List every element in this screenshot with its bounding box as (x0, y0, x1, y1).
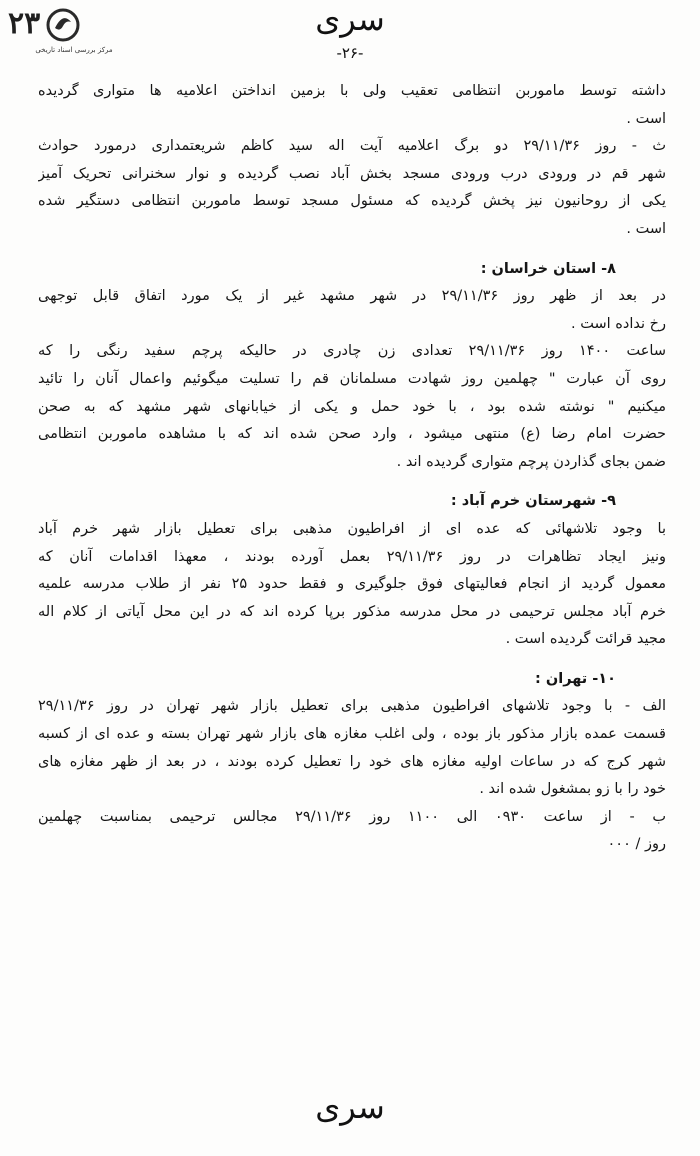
text-line: میکنیم " نوشته شده بود ، با خود حمل و یکی از خیابانهای شهر مشهد که به صحن (38, 398, 666, 415)
text-line: ب - از ساعت ۰۹۳۰ الی ۱۱۰۰ روز ۲۹/۱۱/۳۶ مجالس ترحیمی بمناسبت چهلمین (38, 808, 666, 825)
text-line: با وجود تلاشهائی که عده ای از افراطیون مذهبی برای تعطیل بازار شهر خرم آباد (38, 520, 666, 537)
section-heading: ۱۰- تهران : (535, 670, 616, 687)
text-line: الف - با وجود تلاشهای افراطیون مذهبی برای تعطیل بازار شهر تهران در روز ۲۹/۱۱/۳۶ (38, 698, 666, 715)
text-line: ونیز ایجاد تظاهرات در روز ۲۹/۱۱/۳۶ بعمل آورده بودند ، معهذا اقدامات آنان که (38, 548, 666, 565)
document-body (38, 78, 666, 859)
text-line: است . (626, 110, 666, 127)
text-line: ساعت ۱۴۰۰ روز ۲۹/۱۱/۳۶ تعدادی زن چادری در حالیکه پرچم سفید رنگی را که (38, 343, 666, 360)
text-line: روز / ۰۰۰ (607, 836, 666, 853)
paragraph-gap (38, 654, 666, 666)
page-number: -۲۶- (336, 44, 364, 62)
classification-stamp-top: سری (315, 0, 385, 38)
text-line: خود را با زو بمشغول شده اند . (479, 781, 666, 798)
paragraph-gap (38, 244, 666, 256)
text-line: در بعد از ظهر روز ۲۹/۱۱/۳۶ در شهر مشهد غیر از یک مورد اتفاق قابل توجهی (38, 288, 666, 305)
logo-number: ۲۳ (8, 6, 41, 41)
text-line: خرم آباد مجلس ترحیمی در محل مدرسه مذکور برپا کرده اند که در این محل آیاتی از کلام اله (38, 603, 666, 620)
text-line: ث - روز ۲۹/۱۱/۳۶ دو برگ اعلامیه آیت اله سید کاظم شریعتمداری درمورد حوادث (38, 138, 666, 155)
text-line: رخ نداده است . (571, 315, 666, 332)
text-line: حضرت امام رضا (ع) منتهی میشود ، وارد صحن شده اند که با مشاهده ماموربن انتظامی (38, 426, 666, 443)
section-heading: ۸- استان خراسان : (480, 260, 616, 277)
text-line: داشته توسط ماموربن انتظامی تعقیب ولی با بزمین انداختن اعلامیه ها متواری گردیده (38, 83, 666, 99)
logo-caption: مرکز بررسی اسناد تاریخی (35, 46, 113, 54)
text-line: یکی از روحانیون نیز پخش گردیده که مسئول مسجد توسط ماموربن انتظامی دستگیر شده (38, 193, 666, 210)
text-line: ضمن بجای گذاردن پرچم متواری گردیده اند . (396, 453, 666, 470)
text-line: شهر کرج که در ساعات اولیه مغازه های خود را تعطیل کرده بودند ، در بعد از ظهر مغازه های (38, 753, 666, 770)
text-line: روی آن عبارت " چهلمین روز شهادت مسلمانان قم را تسلیت میگوئیم واعمال آنان را تائید (38, 370, 666, 387)
text-line: شهر قم در ورودی درب ورودی مسجد بخش آباد نصب گردیده و نوار سخنرانی تحریک آمیز (38, 165, 666, 182)
text-line: قسمت عمده بازار مذکور باز بوده ، ولی اغلب مغازه های بازار شهر تهران بسته و عده ای از کسبه (38, 726, 666, 743)
text-line: مجید قرائت گردیده است . (505, 631, 666, 648)
text-line: معمول گردید از انجام فعالیتهای فوق جلوگیری و فقط حدود ۲۵ نفر از طلاب مدرسه علمیه (38, 576, 666, 593)
classification-stamp-bottom: سری (315, 1088, 385, 1126)
section-heading: ۹- شهرستان خرم آباد : (450, 493, 616, 510)
text-line: است . (626, 220, 666, 237)
paragraph-gap (38, 476, 666, 488)
